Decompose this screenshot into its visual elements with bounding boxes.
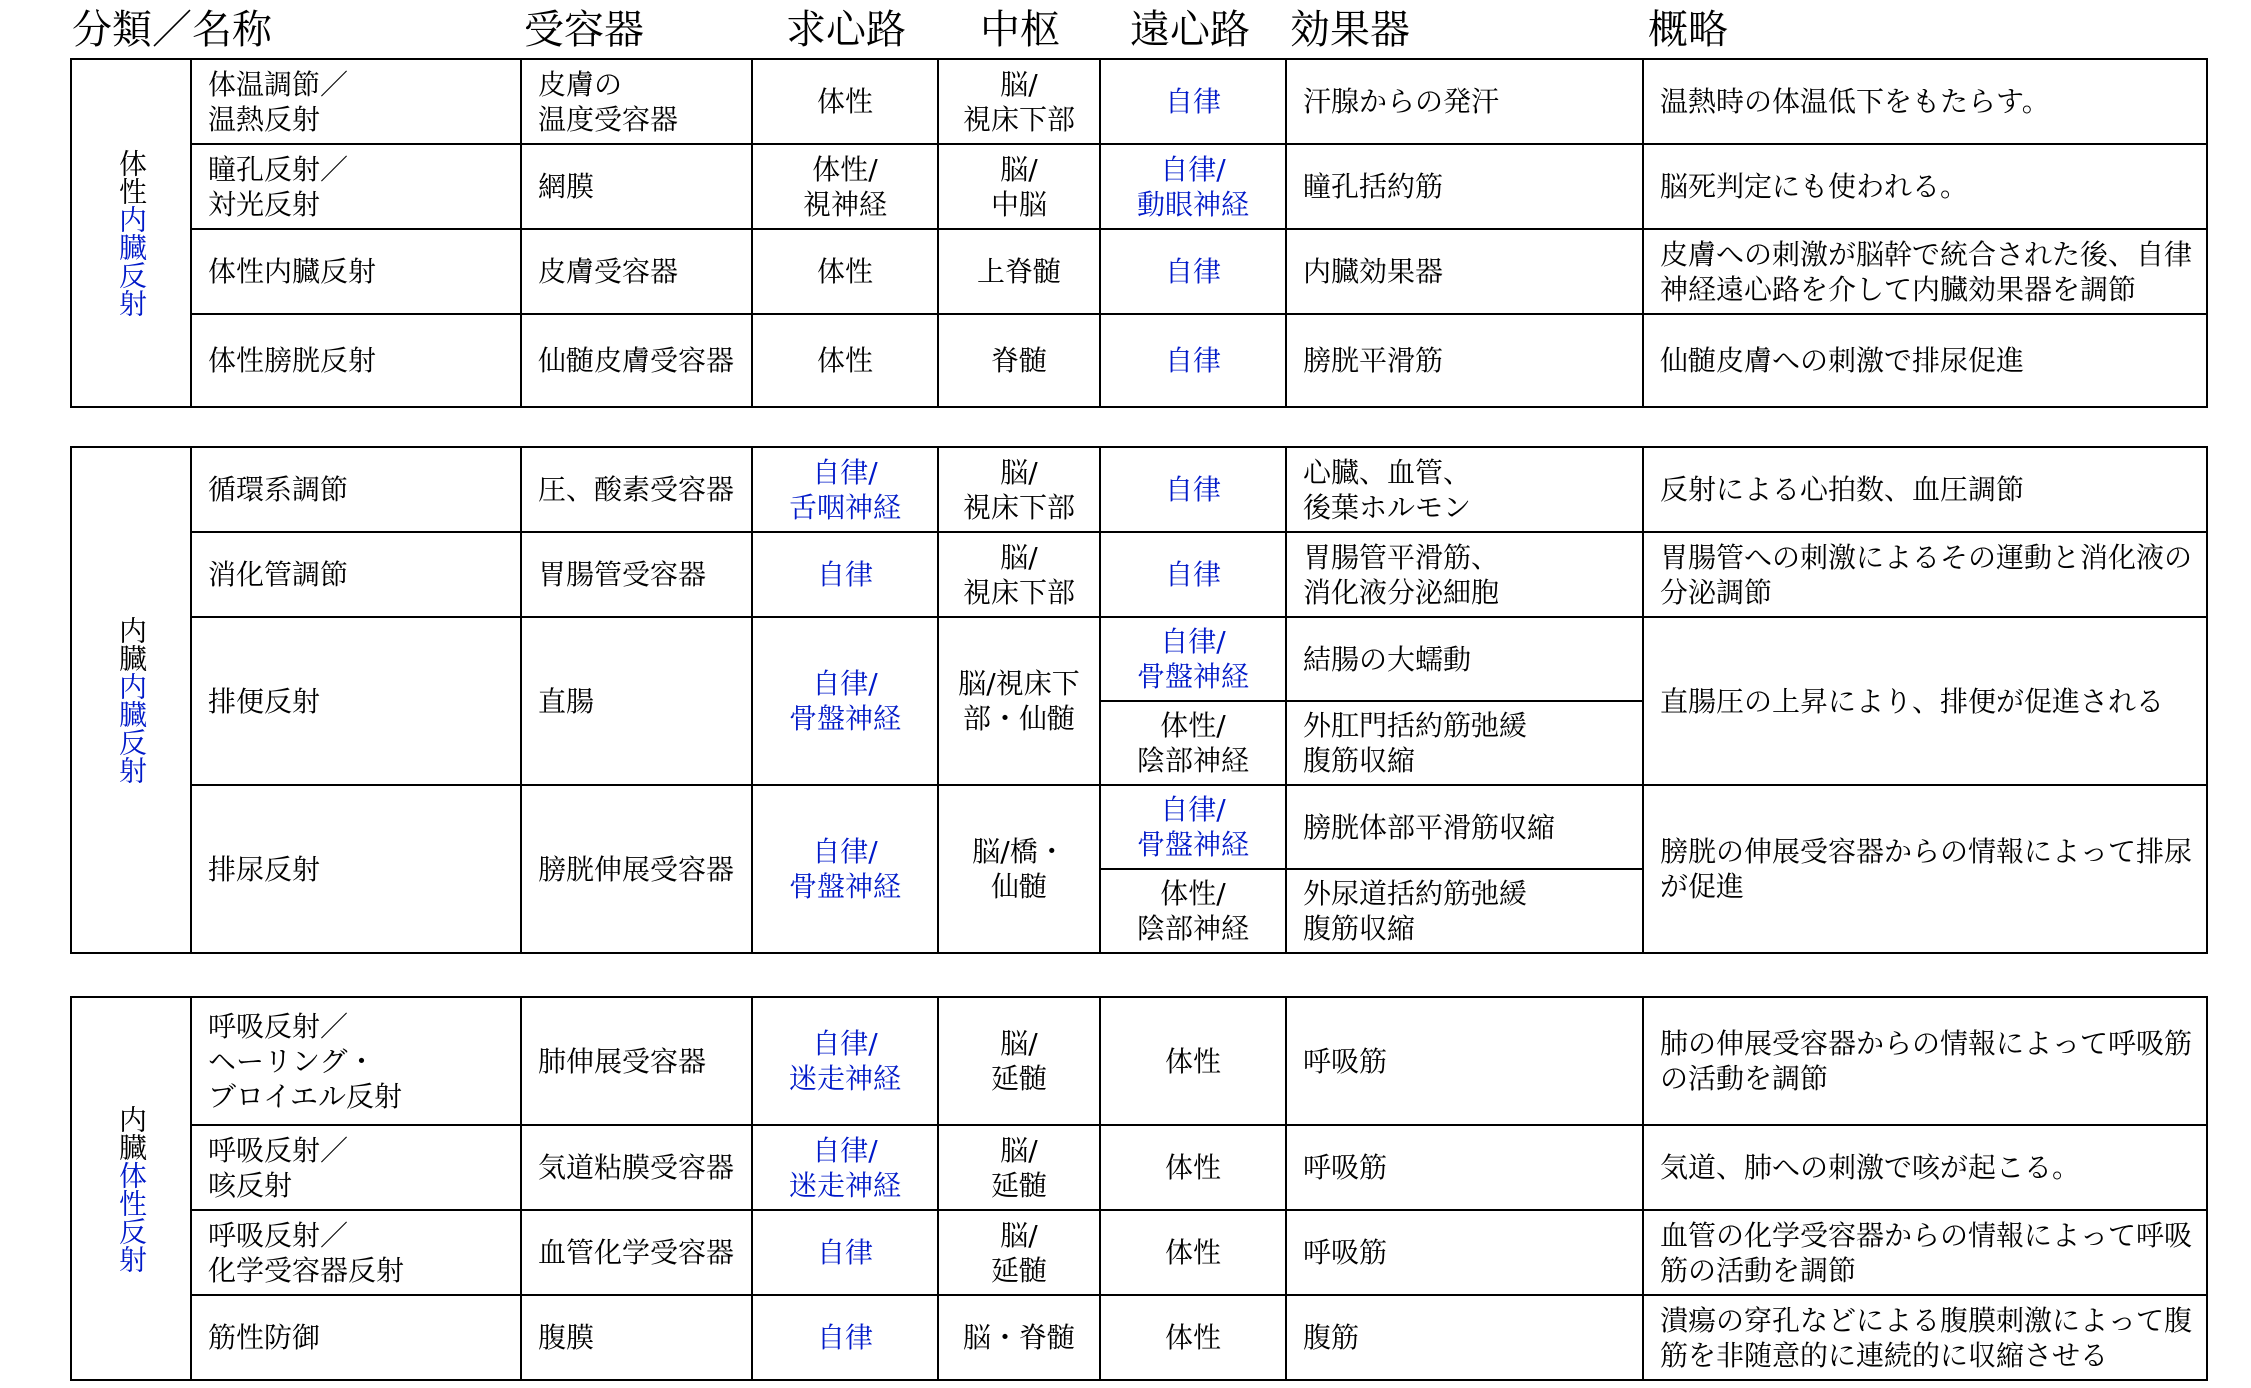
afferent-cell <box>752 617 938 785</box>
receptor-cell-text: 腹膜 <box>538 1321 595 1354</box>
header-center: 中枢 <box>980 7 1060 53</box>
header-efferent: 遠心路 <box>1130 7 1250 53</box>
receptor-cell <box>521 617 752 785</box>
center-cell <box>938 1210 1100 1295</box>
reflex-name-cell <box>191 314 521 407</box>
summary-cell <box>1643 314 2207 407</box>
header-category-name: 分類／名称 <box>72 7 272 53</box>
summary-cell-text: 直腸圧の上昇により、排便が促進される <box>1660 684 2165 718</box>
reflex-name-cell <box>191 617 521 785</box>
afferent-cell-text: 自律/ 舌咽神経 <box>788 455 901 524</box>
efferent-cell <box>1100 785 1286 869</box>
afferent-cell-text: 体性 <box>816 255 873 288</box>
receptor-cell <box>521 1295 752 1380</box>
effector-cell-text: 呼吸筋 <box>1303 1151 1388 1184</box>
effector-cell-text: 膀胱平滑筋 <box>1303 344 1444 377</box>
efferent-cell-text: 自律/ 骨盤神経 <box>1136 625 1249 693</box>
afferent-cell <box>752 1295 938 1380</box>
reflex-name-cell <box>191 447 521 532</box>
summary-cell-text: 膀胱の伸展受容器からの情報によって排尿が促進 <box>1660 835 2193 903</box>
effector-cell-text: 瞳孔括約筋 <box>1303 170 1444 203</box>
afferent-cell-text: 自律/ 迷走神経 <box>788 1027 901 1095</box>
reflex-name-cell-text: 呼吸反射／ 化学受容器反射 <box>208 1218 405 1287</box>
effector-cell <box>1286 1295 1643 1380</box>
effector-cell <box>1286 785 1643 869</box>
afferent-cell-text: 自律/ 迷走神経 <box>788 1133 901 1202</box>
summary-cell-text: 胃腸管への刺激によるその運動と消化液の分泌調節 <box>1660 540 2193 609</box>
afferent-cell-text: 体性 <box>816 344 873 377</box>
reflex-name-cell-text: 消化管調節 <box>208 558 349 591</box>
receptor-cell <box>521 997 752 1125</box>
summary-cell-text: 気道、肺への刺激で咳が起こる。 <box>1660 1151 2081 1184</box>
receptor-cell-text: 血管化学受容器 <box>538 1236 735 1269</box>
center-cell-text: 上脊髄 <box>976 255 1061 288</box>
efferent-cell-text: 体性/ 陰部神経 <box>1136 709 1249 777</box>
afferent-cell-text: 自律/ 骨盤神経 <box>788 667 901 735</box>
effector-cell-text: 心臓、血管、 後葉ホルモン <box>1303 455 1472 524</box>
afferent-cell <box>752 59 938 144</box>
center-cell-text: 脳/ 中脳 <box>990 152 1047 221</box>
receptor-cell-text: 網膜 <box>538 170 595 203</box>
afferent-cell-text: 自律 <box>816 1321 873 1354</box>
efferent-cell <box>1100 1125 1286 1210</box>
receptor-cell <box>521 229 752 314</box>
category-label <box>116 149 146 317</box>
efferent-cell <box>1100 997 1286 1125</box>
center-cell-text: 脳/橋・ 仙髄 <box>972 835 1066 903</box>
category-cell <box>71 447 191 953</box>
efferent-cell-text: 自律 <box>1164 255 1221 288</box>
receptor-cell-text: 仙髄皮膚受容器 <box>538 344 735 377</box>
reflex-name-cell <box>191 229 521 314</box>
summary-cell <box>1643 229 2207 314</box>
reflex-name-cell-text: 排便反射 <box>208 684 321 718</box>
table-row <box>71 532 2207 617</box>
effector-cell <box>1286 617 1643 701</box>
effector-cell <box>1286 447 1643 532</box>
center-cell <box>938 997 1100 1125</box>
center-cell <box>938 144 1100 229</box>
reflex-name-cell-text: 循環系調節 <box>208 473 349 506</box>
effector-cell <box>1286 144 1643 229</box>
reflex-name-cell-text: 呼吸反射／ 咳反射 <box>208 1133 349 1202</box>
table-row <box>71 785 2207 869</box>
efferent-cell <box>1100 59 1286 144</box>
afferent-cell-text: 自律 <box>816 1236 873 1269</box>
reflex-name-cell <box>191 785 521 953</box>
effector-cell-text: 結腸の大蠕動 <box>1303 642 1472 676</box>
effector-cell <box>1286 1210 1643 1295</box>
efferent-cell <box>1100 1295 1286 1380</box>
efferent-cell-text: 自律/ 動眼神経 <box>1136 152 1249 221</box>
category-suffix: 内臓反射 <box>115 672 148 784</box>
header-afferent: 求心路 <box>786 7 906 53</box>
summary-cell-text: 肺の伸展受容器からの情報によって呼吸筋の活動を調節 <box>1660 1027 2193 1095</box>
efferent-cell-text: 自律 <box>1164 85 1221 118</box>
table-row <box>71 229 2207 314</box>
reflex-name-cell-text: 体温調節／ 温熱反射 <box>208 67 349 136</box>
afferent-cell <box>752 785 938 953</box>
effector-cell-text: 外肛門括約筋弛緩 腹筋収縮 <box>1303 709 1528 777</box>
summary-cell-text: 温熱時の体温低下をもたらす。 <box>1660 85 2050 118</box>
center-cell <box>938 785 1100 953</box>
center-cell <box>938 1125 1100 1210</box>
receptor-cell-text: 膀胱伸展受容器 <box>538 852 735 886</box>
summary-cell <box>1643 997 2207 1125</box>
effector-cell-text: 膀胱体部平滑筋収縮 <box>1303 810 1556 844</box>
center-cell-text: 脳・脊髄 <box>962 1321 1075 1354</box>
effector-cell <box>1286 314 1643 407</box>
effector-cell-text: 胃腸管平滑筋、 消化液分泌細胞 <box>1303 540 1500 609</box>
efferent-cell-text: 体性 <box>1164 1044 1221 1078</box>
summary-cell-text: 皮膚への刺激が脳幹で統合された後、自律神経遠心路を介して内臓効果器を調節 <box>1660 237 2193 306</box>
reflex-name-cell <box>191 59 521 144</box>
effector-cell-text: 呼吸筋 <box>1303 1236 1388 1269</box>
center-cell-text: 脊髄 <box>990 344 1047 377</box>
efferent-cell <box>1100 617 1286 701</box>
efferent-cell <box>1100 447 1286 532</box>
summary-cell-text: 潰瘍の穿孔などによる腹膜刺激によって腹筋を非随意的に連続的に収縮させる <box>1660 1303 2193 1372</box>
header-effector: 効果器 <box>1290 7 1410 53</box>
reflex-group-table <box>70 58 2208 408</box>
receptor-cell <box>521 144 752 229</box>
table-row <box>71 59 2207 144</box>
category-cell <box>71 997 191 1380</box>
category-prefix: 体性 <box>115 149 148 205</box>
effector-cell <box>1286 997 1643 1125</box>
center-cell <box>938 314 1100 407</box>
receptor-cell <box>521 59 752 144</box>
efferent-cell <box>1100 532 1286 617</box>
afferent-cell <box>752 532 938 617</box>
center-cell <box>938 447 1100 532</box>
reflex-group-table <box>70 996 2208 1381</box>
reflex-name-cell-text: 筋性防御 <box>208 1321 321 1354</box>
center-cell <box>938 532 1100 617</box>
reflex-name-cell-text: 呼吸反射／ ヘーリング・ ブロイエル反射 <box>208 1009 403 1113</box>
center-cell <box>938 59 1100 144</box>
afferent-cell <box>752 447 938 532</box>
summary-cell-text: 反射による心拍数、血圧調節 <box>1660 473 2025 506</box>
efferent-cell-text: 体性/ 陰部神経 <box>1136 877 1249 945</box>
afferent-cell <box>752 997 938 1125</box>
efferent-cell-text: 自律/ 骨盤神経 <box>1136 793 1249 861</box>
category-suffix: 体性反射 <box>115 1160 148 1273</box>
center-cell-text: 脳/ 延髄 <box>990 1218 1047 1287</box>
summary-cell <box>1643 144 2207 229</box>
receptor-cell-text: 気道粘膜受容器 <box>538 1151 735 1184</box>
table-row <box>71 144 2207 229</box>
afferent-cell <box>752 229 938 314</box>
afferent-cell <box>752 144 938 229</box>
reflex-name-cell-text: 排尿反射 <box>208 852 321 886</box>
reflex-name-cell <box>191 1295 521 1380</box>
effector-cell <box>1286 59 1643 144</box>
table-row <box>71 314 2207 407</box>
center-cell <box>938 617 1100 785</box>
center-cell <box>938 1295 1100 1380</box>
effector-cell <box>1286 229 1643 314</box>
receptor-cell-text: 直腸 <box>538 684 595 718</box>
effector-cell-text: 呼吸筋 <box>1303 1044 1388 1078</box>
afferent-cell-text: 自律 <box>816 558 873 591</box>
receptor-cell <box>521 314 752 407</box>
table-row <box>71 1295 2207 1380</box>
table-row <box>71 1125 2207 1210</box>
summary-cell-text: 血管の化学受容器からの情報によって呼吸筋の活動を調節 <box>1660 1218 2193 1287</box>
efferent-cell <box>1100 1210 1286 1295</box>
effector-cell <box>1286 532 1643 617</box>
reflex-name-cell-text: 体性内臓反射 <box>208 255 377 288</box>
receptor-cell <box>521 1125 752 1210</box>
efferent-cell <box>1100 144 1286 229</box>
reflex-name-cell-text: 体性膀胱反射 <box>208 344 377 377</box>
category-label <box>116 616 146 784</box>
summary-cell <box>1643 1125 2207 1210</box>
receptor-cell <box>521 447 752 532</box>
category-prefix: 内臓 <box>115 1104 148 1161</box>
reflex-name-cell <box>191 532 521 617</box>
efferent-cell-text: 自律 <box>1164 558 1221 591</box>
summary-cell <box>1643 447 2207 532</box>
category-cell <box>71 59 191 407</box>
category-prefix: 内臓 <box>115 616 148 672</box>
center-cell-text: 脳/ 延髄 <box>990 1133 1047 1202</box>
effector-cell-text: 外尿道括約筋弛緩 腹筋収縮 <box>1303 877 1528 945</box>
efferent-cell-text: 体性 <box>1164 1321 1221 1354</box>
table-row <box>71 997 2207 1125</box>
summary-cell <box>1643 59 2207 144</box>
summary-cell <box>1643 1210 2207 1295</box>
receptor-cell <box>521 532 752 617</box>
effector-cell-text: 内臓効果器 <box>1303 255 1444 288</box>
category-suffix: 内臓反射 <box>115 205 148 317</box>
effector-cell-text: 汗腺からの発汗 <box>1303 85 1500 118</box>
header-receptor: 受容器 <box>524 7 644 53</box>
efferent-cell <box>1100 701 1286 785</box>
effector-cell <box>1286 869 1643 953</box>
efferent-cell-text: 自律 <box>1164 344 1221 377</box>
summary-cell <box>1643 785 2207 953</box>
efferent-cell <box>1100 314 1286 407</box>
receptor-cell-text: 皮膚受容器 <box>538 255 679 288</box>
afferent-cell-text: 体性 <box>816 85 873 118</box>
center-cell-text: 脳/ 視床下部 <box>962 67 1075 136</box>
receptor-cell-text: 皮膚の 温度受容器 <box>538 67 679 136</box>
effector-cell <box>1286 701 1643 785</box>
receptor-cell-text: 肺伸展受容器 <box>538 1044 707 1078</box>
center-cell <box>938 229 1100 314</box>
table-row <box>71 617 2207 701</box>
receptor-cell <box>521 1210 752 1295</box>
receptor-cell <box>521 785 752 953</box>
header-summary: 概略 <box>1648 7 1728 53</box>
center-cell-text: 脳/ 視床下部 <box>962 540 1075 609</box>
reflex-name-cell <box>191 1125 521 1210</box>
afferent-cell <box>752 314 938 407</box>
reflex-name-cell <box>191 1210 521 1295</box>
afferent-cell-text: 自律/ 骨盤神経 <box>788 835 901 903</box>
summary-cell <box>1643 617 2207 785</box>
center-cell-text: 脳/ 視床下部 <box>962 455 1075 524</box>
efferent-cell <box>1100 229 1286 314</box>
effector-cell-text: 腹筋 <box>1303 1321 1360 1354</box>
reflex-name-cell <box>191 997 521 1125</box>
receptor-cell-text: 圧、酸素受容器 <box>538 473 735 506</box>
table-row <box>71 447 2207 532</box>
effector-cell <box>1286 1125 1643 1210</box>
efferent-cell <box>1100 869 1286 953</box>
afferent-cell-text: 体性/ 視神経 <box>802 152 887 221</box>
reflex-name-cell-text: 瞳孔反射／ 対光反射 <box>208 152 349 221</box>
afferent-cell <box>752 1210 938 1295</box>
summary-cell <box>1643 1295 2207 1380</box>
afferent-cell <box>752 1125 938 1210</box>
category-label <box>116 1105 146 1273</box>
receptor-cell-text: 胃腸管受容器 <box>538 558 707 591</box>
summary-cell <box>1643 532 2207 617</box>
reflex-group-table <box>70 446 2208 954</box>
summary-cell-text: 脳死判定にも使われる。 <box>1660 170 1969 203</box>
summary-cell-text: 仙髄皮膚への刺激で排尿促進 <box>1660 344 2025 377</box>
efferent-cell-text: 自律 <box>1164 473 1221 506</box>
table-row <box>71 1210 2207 1295</box>
center-cell-text: 脳/ 延髄 <box>990 1027 1047 1095</box>
efferent-cell-text: 体性 <box>1164 1236 1221 1269</box>
center-cell-text: 脳/視床下 部・仙髄 <box>958 667 1080 735</box>
efferent-cell-text: 体性 <box>1164 1151 1221 1184</box>
reflex-name-cell <box>191 144 521 229</box>
